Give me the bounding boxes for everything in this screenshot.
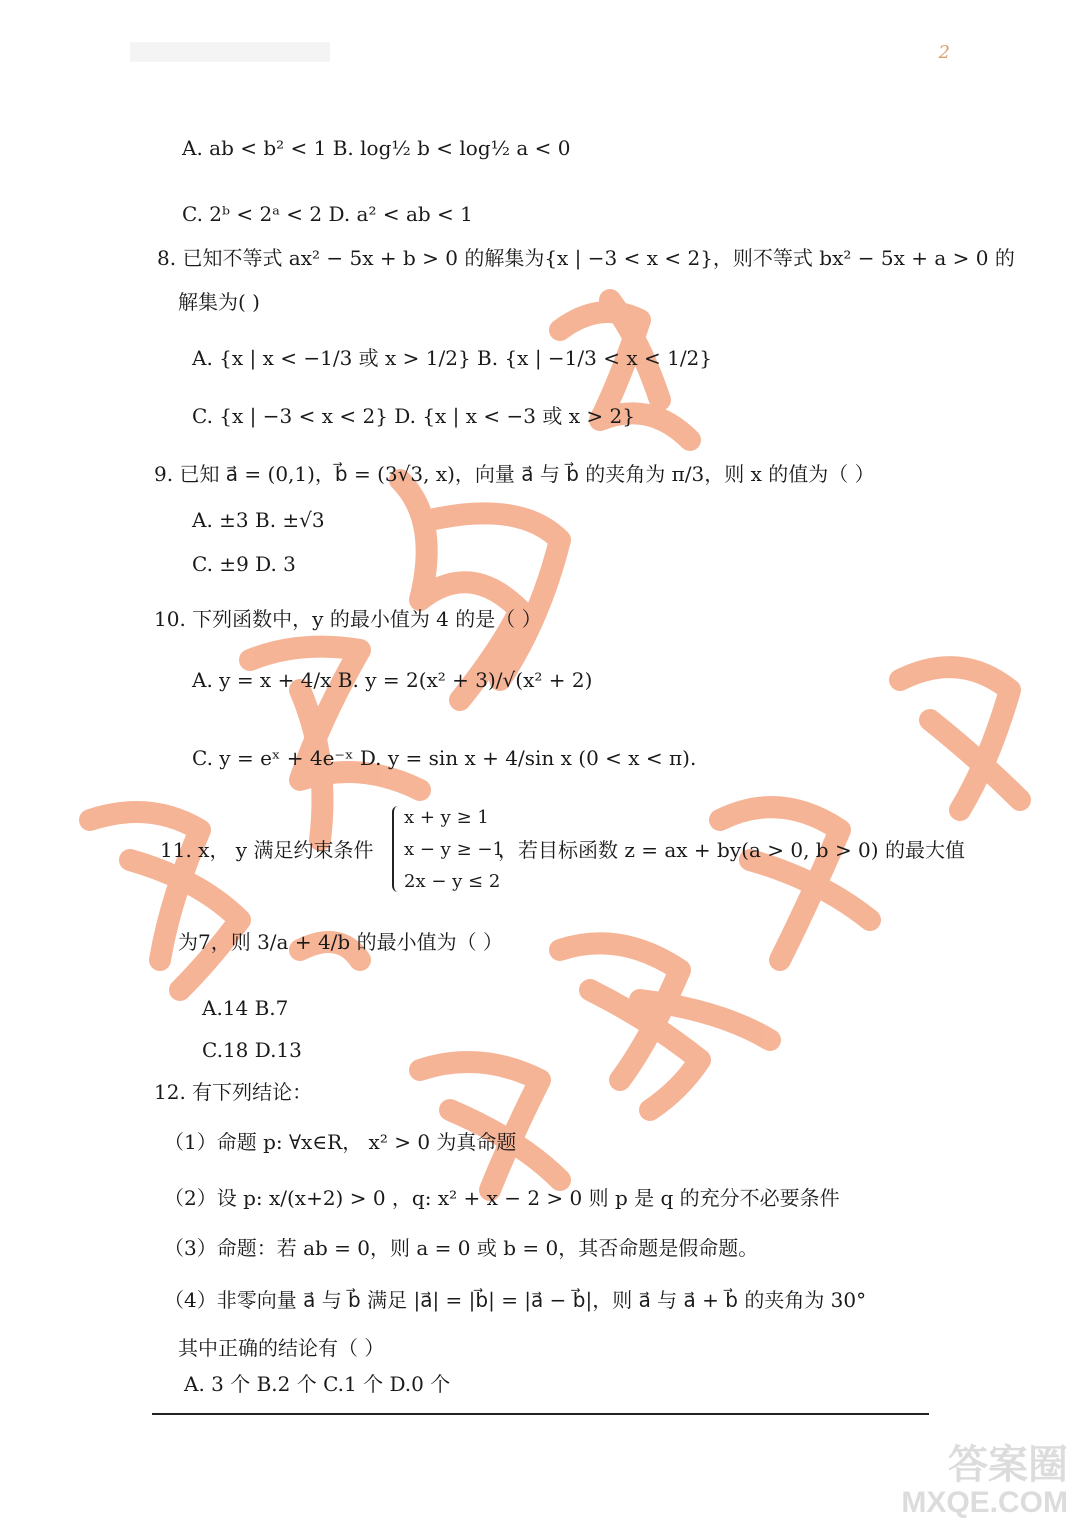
- q9-options-ab: A. ±3 B. ±√3: [192, 508, 325, 532]
- q10-options-ab: A. y = x + 4/x B. y = 2(x² + 3)/√(x² + 2): [192, 668, 593, 692]
- footer-faint-text: [470, 1465, 475, 1484]
- q12-item-1: （1）命题 p: ∀x∈R， x² > 0 为真命题: [164, 1130, 517, 1154]
- q8-options-ab: A. {x | x < −1/3 或 x > 1/2} B. {x | −1/3 < x < 1/2}: [192, 346, 712, 370]
- q8-stem: 8. 已知不等式 ax² − 5x + b > 0 的解集为{x | −3 < x < 2}，则不等式 bx² − 5x + a > 0 的: [157, 246, 1015, 270]
- logo-line-2: MXQE.COM: [901, 1486, 1068, 1519]
- q7-options-cd: C. 2ᵇ < 2ᵃ < 2 D. a² < ab < 1: [182, 202, 473, 226]
- q11-constraint-1: x + y ≥ 1: [404, 807, 489, 828]
- q12-stem: 12. 有下列结论：: [154, 1080, 313, 1104]
- q11-options-cd: C.18 D.13: [202, 1038, 302, 1062]
- q12-item-2: （2）设 p: x/(x+2) > 0 ，q: x² + x − 2 > 0 则 p 是 q 的充分不必要条件: [164, 1186, 840, 1210]
- q11-brace: [392, 806, 402, 892]
- logo-line-1: 答案圈: [948, 1443, 1068, 1487]
- q12-prompt: 其中正确的结论有（ ）: [178, 1336, 385, 1360]
- q10-options-cd: C. y = eˣ + 4e⁻ˣ D. y = sin x + 4/sin x (0 < x < π).: [192, 746, 697, 770]
- site-logo: [901, 1443, 1068, 1519]
- footer-rule: [152, 1413, 929, 1415]
- q11-constraint-2: x − y ≥ −1: [404, 839, 504, 860]
- q12-item-3: （3）命题：若 ab = 0，则 a = 0 或 b = 0，其否命题是假命题。: [164, 1236, 759, 1260]
- q11-stem-prefix: 11. x， y 满足约束条件: [160, 838, 374, 862]
- q8-stem-cont: 解集为( ): [178, 290, 260, 314]
- q12-item-4: （4）非零向量 a⃗ 与 b⃗ 满足 |a⃗| = |b⃗| = |a⃗ − b⃗|，则 a⃗ 与 a⃗ + b⃗ 的夹角为 30°: [164, 1288, 867, 1312]
- q11-stem-cont: 为7，则 3/a + 4/b 的最小值为（ ）: [178, 930, 503, 954]
- q9-options-cd: C. ±9 D. 3: [192, 552, 296, 576]
- q8-options-cd: C. {x | −3 < x < 2} D. {x | x < −3 或 x > 2}: [192, 404, 635, 428]
- q12-options: A. 3 个 B.2 个 C.1 个 D.0 个: [184, 1372, 451, 1396]
- q11-options-ab: A.14 B.7: [202, 996, 289, 1020]
- q9-stem: 9. 已知 a⃗ = (0,1)，b⃗ = (3√3, x)，向量 a⃗ 与 b⃗ 的夹角为 π/3，则 x 的值为（ ）: [154, 462, 875, 486]
- q7-options-ab: A. ab < b² < 1 B. log½ b < log½ a < 0: [182, 136, 571, 160]
- q11-constraint-3: 2x − y ≤ 2: [404, 871, 501, 892]
- q10-stem: 10. 下列函数中，y 的最小值为 4 的是（ ）: [154, 607, 542, 631]
- header-mark: [130, 42, 330, 62]
- q11-stem-suffix: ，若目标函数 z = ax + by(a > 0, b > 0) 的最大值: [498, 838, 965, 862]
- page-number: 2: [938, 42, 950, 63]
